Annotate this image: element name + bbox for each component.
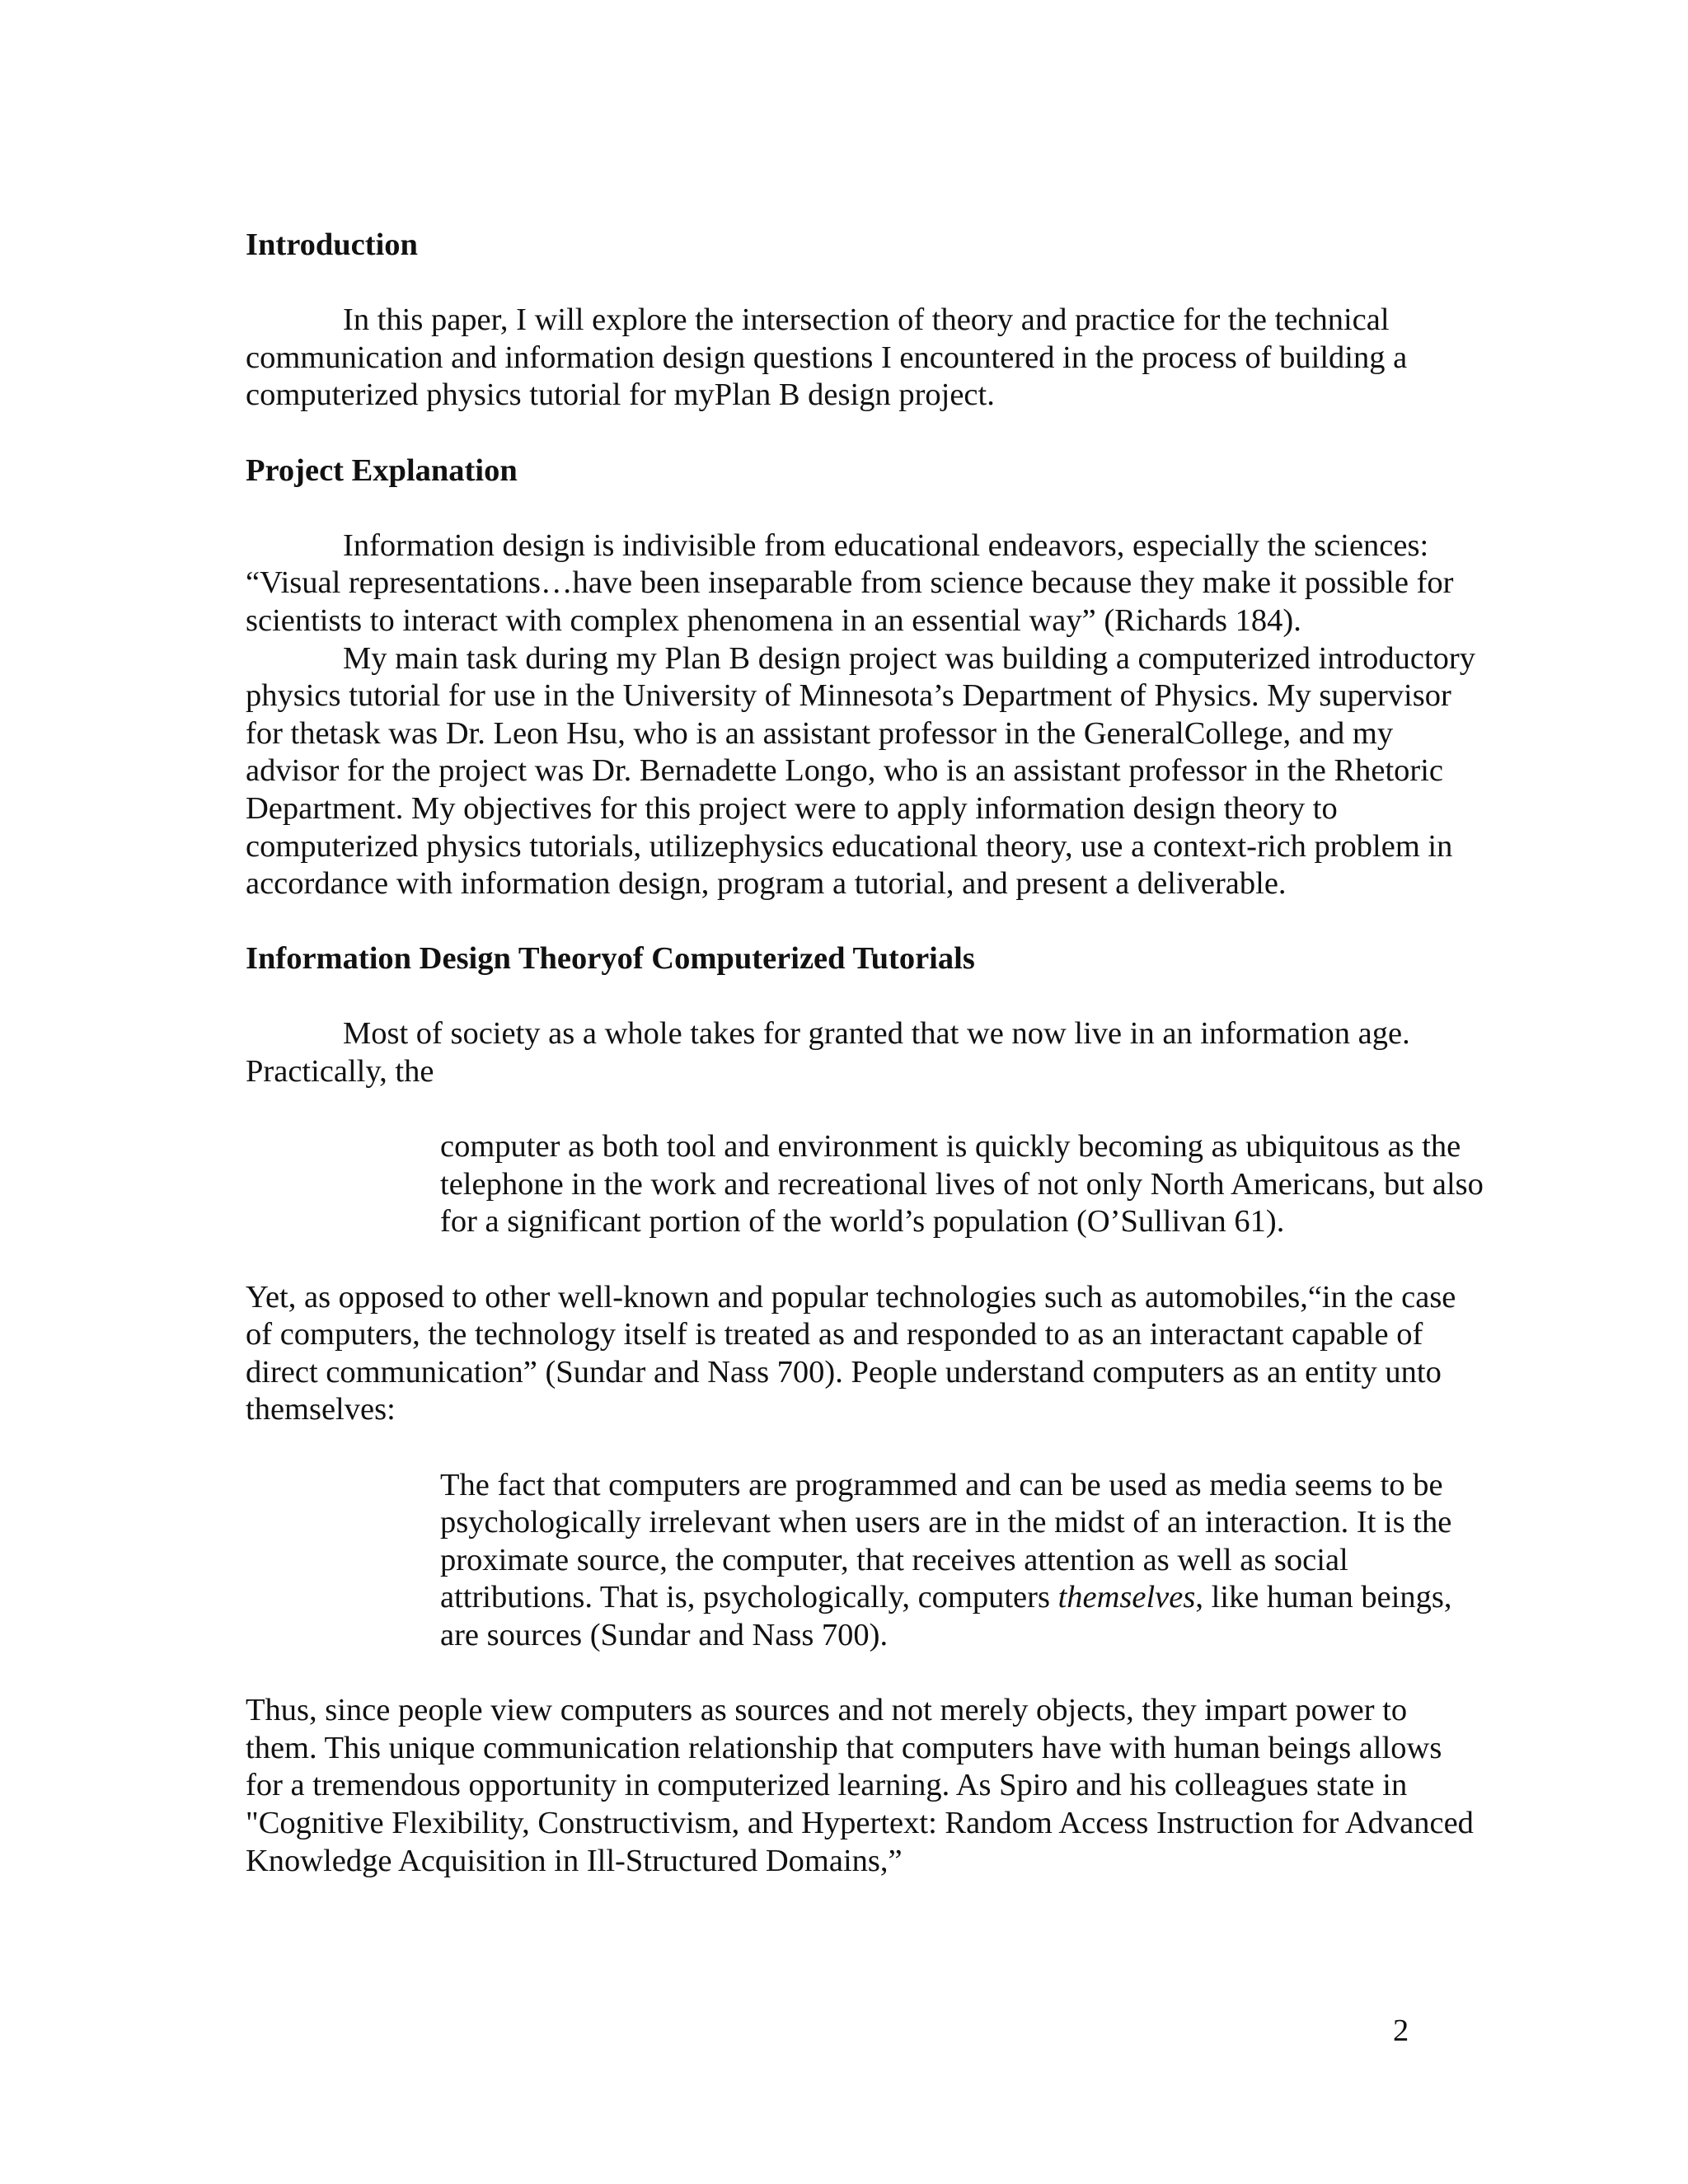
- text-line: psychologically irrelevant when users are in the midst of an interaction. It is the: [440, 1505, 1452, 1540]
- spacer: [246, 1655, 1531, 1693]
- spacer: [246, 265, 1531, 302]
- emphasis-themselves: themselves: [1057, 1580, 1196, 1615]
- text-run: attributions. That is, psychologically, computers: [440, 1580, 1058, 1615]
- text-line: for a tremendous opportunity in computerized learning. As Spiro and his colleagues state in: [246, 1768, 1408, 1803]
- text-run: , like human beings,: [1195, 1580, 1452, 1615]
- paragraph-theory-3: [246, 1692, 1531, 1880]
- text-line: “Visual representations…have been inseparable from science because they make it possible for: [246, 565, 1454, 601]
- text-line: accordance with information design, program a tutorial, and present a deliverable.: [246, 866, 1287, 902]
- text-line: Thus, since people view computers as sources and not merely objects, they impart power to: [246, 1693, 1408, 1728]
- text-line: direct communication” (Sundar and Nass 700). People understand computers as an entity unto: [246, 1354, 1442, 1390]
- spacer: [246, 903, 1531, 941]
- text-line: Department. My objectives for this project were to apply information design theory to: [246, 790, 1338, 826]
- text-line: Yet, as opposed to other well-known and popular technologies such as automobiles,“in the case: [246, 1279, 1456, 1315]
- text-line: "Cognitive Flexibility, Constructivism, and Hypertext: Random Access Instruction for Advanced: [246, 1805, 1474, 1840]
- text-line: [440, 1579, 1531, 1617]
- text-line: advisor for the project was Dr. Bernadette Longo, who is an assistant professor in the Rhetoric: [246, 753, 1444, 789]
- block-quote-sundar-nass: [440, 1467, 1531, 1655]
- text-line: physics tutorial for use in the University of Minnesota’s Department of Physics. My supervisor: [246, 678, 1451, 714]
- spacer: [246, 978, 1531, 1016]
- text-line: Information design is indivisible from educational endeavors, especially the sciences:: [343, 527, 1429, 563]
- paragraph-project-2: [246, 640, 1531, 903]
- text-line: are sources (Sundar and Nass 700).: [440, 1617, 889, 1652]
- paragraph-project-1: [246, 527, 1531, 640]
- paragraph-theory-2: [246, 1279, 1531, 1429]
- text-line: Practically, the: [246, 1054, 434, 1090]
- text-line: computerized physics tutorial for myPlan B design project.: [246, 377, 995, 413]
- block-quote-osullivan: [440, 1128, 1531, 1241]
- text-line: scientists to interact with complex phenomena in an essential way” (Richards 184).: [246, 602, 1301, 638]
- text-line: for thetask was Dr. Leon Hsu, who is an assistant professor in the GeneralCollege, and my: [246, 715, 1394, 751]
- text-line: them. This unique communication relationship that computers have with human beings allows: [246, 1730, 1442, 1765]
- text-line: communication and information design questions I encountered in the process of building a: [246, 340, 1408, 375]
- spacer: [246, 415, 1531, 452]
- document-page: [246, 227, 1531, 1880]
- section-heading-introduction: Introduction: [246, 227, 418, 262]
- text-line: for a significant portion of the world’s population (O’Sullivan 61).: [440, 1204, 1285, 1240]
- spacer: [246, 1091, 1531, 1129]
- spacer: [246, 490, 1531, 527]
- text-line: In this paper, I will explore the intersection of theory and practice for the technical: [343, 302, 1390, 338]
- spacer: [246, 1429, 1531, 1467]
- section-heading-information-design-theory: Information Design Theoryof Computerized Tutorials: [246, 941, 975, 977]
- text-line: themselves:: [246, 1392, 396, 1427]
- text-line: computer as both tool and environment is quickly becoming as ubiquitous as the: [440, 1129, 1461, 1165]
- page-number: 2: [1393, 2013, 1409, 2048]
- text-line: The fact that computers are programmed and can be used as media seems to be: [440, 1467, 1443, 1502]
- spacer: [246, 1241, 1531, 1279]
- text-line: Most of society as a whole takes for granted that we now live in an information age.: [343, 1016, 1410, 1052]
- text-line: of computers, the technology itself is treated as and responded to as an interactant capable of: [246, 1317, 1423, 1352]
- text-line: My main task during my Plan B design project was building a computerized introductory: [343, 640, 1475, 676]
- text-line: computerized physics tutorials, utilizephysics educational theory, use a context-rich problem in: [246, 828, 1453, 864]
- paragraph-introduction: [246, 302, 1531, 415]
- text-line: telephone in the work and recreational lives of not only North Americans, but also: [440, 1166, 1484, 1202]
- section-heading-project-explanation: Project Explanation: [246, 452, 518, 488]
- paragraph-theory-1: [246, 1015, 1531, 1090]
- text-line: proximate source, the computer, that receives attention as well as social: [440, 1542, 1348, 1577]
- text-line: Knowledge Acquisition in Ill-Structured Domains,”: [246, 1843, 903, 1878]
